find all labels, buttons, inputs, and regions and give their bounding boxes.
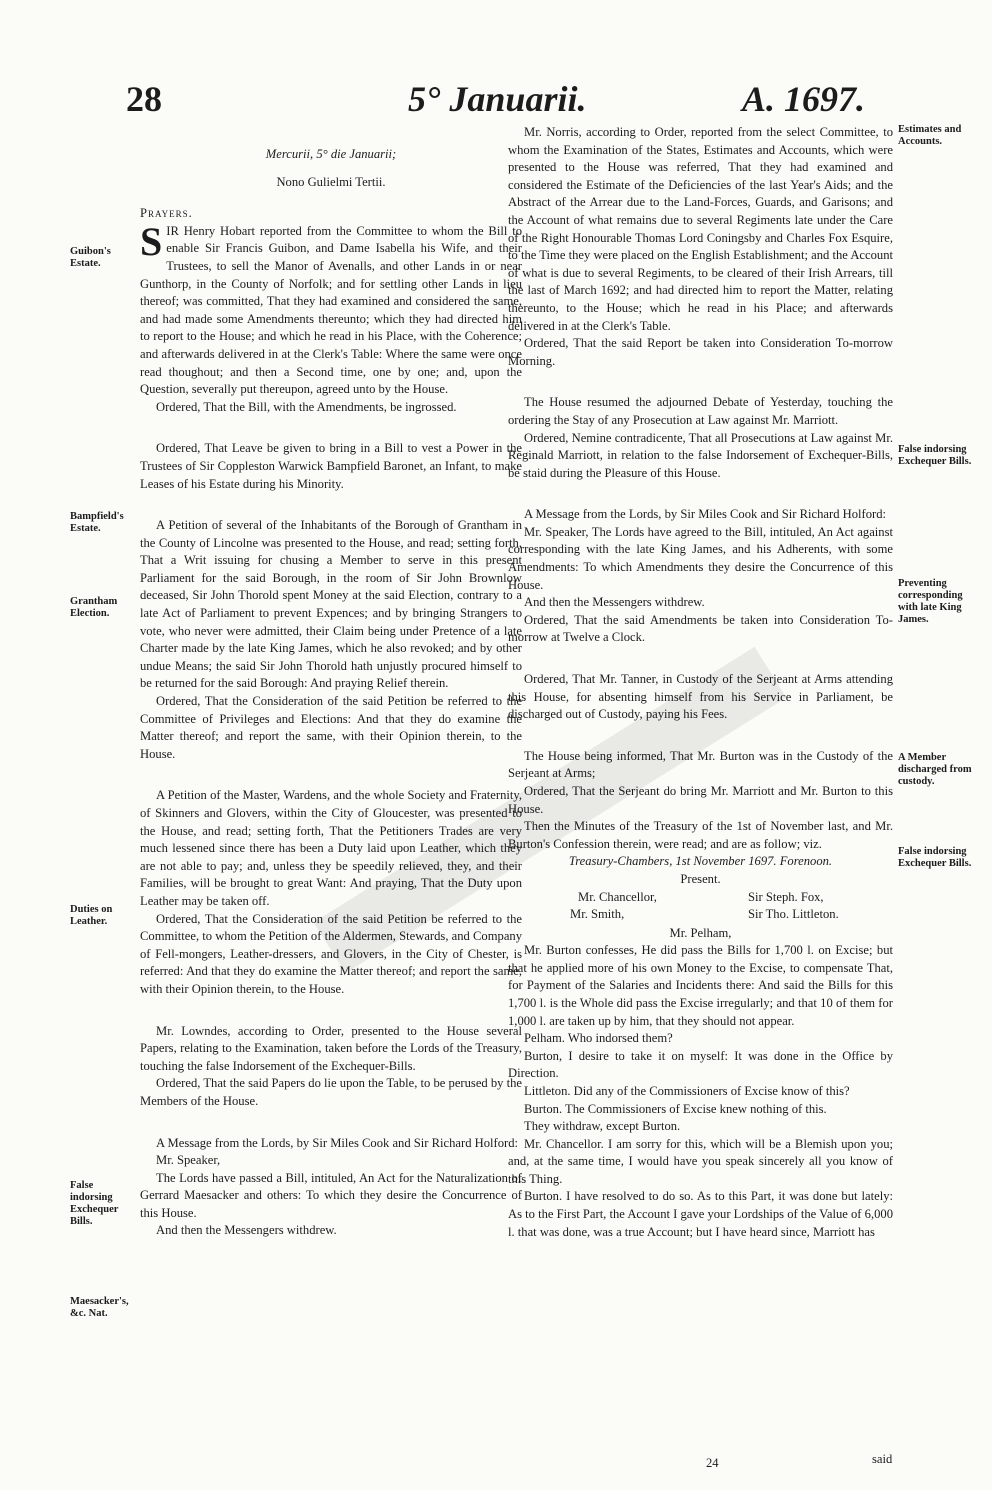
prayers-heading: Prayers. — [140, 206, 193, 221]
tanner-order: Ordered, That Mr. Tanner, in Custody of the Serjeant at Arms attending this House, for absenting himself from his Service in Parliament, be discharged out of Custody, paying his Fees. — [508, 672, 893, 722]
margin-note-false-indorsing-2: False indorsing Exchequer Bills. — [898, 444, 972, 467]
catchword: said — [872, 1452, 893, 1466]
margin-note-false-indorsing-3: False indorsing Exchequer Bills. — [898, 846, 972, 869]
margin-note-grantham: Grantham Election. — [70, 596, 118, 619]
bampfield-order: Ordered, That Leave be given to bring in a Bill to vest a Power in the Trustees of Sir Coppleston Warwick Bampfield Baronet, an Infant, to make Leases of his Estate during his Minority. — [140, 441, 522, 491]
present-fox: Sir Steph. Fox, — [748, 889, 824, 904]
maesacker-bill: The Lords have passed a Bill, intituled, An Act for the Naturalization of Gerrard Maesacker and others: To which they desire the Concurrence of this House. — [140, 1170, 522, 1220]
margin-note-false-indorsing-1: False indorsing Exchequer Bills. — [70, 1180, 119, 1227]
confession-6: They withdraw, except Burton. — [524, 1119, 681, 1134]
maesacker-message: A Message from the Lords, by Sir Miles Cook and Sir Richard Holford: — [156, 1135, 519, 1150]
james-speaker: Mr. Speaker, The Lords have agreed to the Bill, intituled, An Act against corresponding with the late King James, and his Adherents, with some Amendments: To which Amendments they desire the Concurrence of this House. — [508, 524, 893, 592]
present-chancellor: Mr. Chancellor, — [578, 889, 657, 904]
margin-note-bampfield: Bampfield's Estate. — [70, 511, 124, 534]
signature-mark: 24 — [706, 1456, 719, 1470]
margin-note-guibon: Guibon's Estate. — [70, 246, 111, 269]
confession-3: Burton, I desire to take it on myself: It was done in the Office by Direction. — [508, 1048, 893, 1081]
grantham-order: Ordered, That the Consideration of the said Petition be referred to the Committee of Privileges and Elections: And that they do examine the Matter thereof; and report the same, with their Opinion therein, to the House. — [140, 694, 522, 761]
present-list — [508, 889, 893, 925]
treasury-heading: Treasury-Chambers, 1st November 1697. Forenoon. — [568, 854, 833, 869]
page-number: 28 — [126, 79, 162, 119]
lowndes-papers: Mr. Lowndes, according to Order, presented to the House several Papers, relating to the Examination, taken before the Lords of the Treasury, touching the false Indorsement of the Exchequer-Bills. — [140, 1023, 522, 1073]
day-heading: Mercurii, 5° die Januarii; — [265, 147, 397, 161]
confession-8: Burton. I have resolved to do so. As to this Part, it was done but lately: As to the First Part, the Account I gave your Lordships of the Value of 6,000 l. that was done, was a true Account; but I have heard since, Marriott has — [508, 1189, 893, 1239]
drop-cap: S — [140, 218, 163, 264]
maesacker-speaker: Mr. Speaker, — [156, 1153, 221, 1168]
james-withdrew: And then the Messengers withdrew. — [524, 595, 705, 610]
burton-informed: The House being informed, That Mr. Burton was in the Custody of the Serjeant at Arms; — [508, 748, 893, 781]
maesacker-withdrew: And then the Messengers withdrew. — [156, 1223, 337, 1238]
confession-7: Mr. Chancellor. I am sorry for this, which will be a Blemish upon you; and, at the same time, I would have you speak sincerely all you know of this Thing. — [508, 1136, 893, 1186]
guibon-report: SIR Henry Hobart reported from the Committee to whom the Bill to enable Sir Francis Guibon, and Dame Isabella his Wife, and their Trustees, to sell the Manor of Avenalls, and other Lands in or near Gunthorp, in the County of Norfolk; and for settling other Lands in lieu thereof; was committed, That they had examined and considered the same, and had made some Amendments thereunto; which they had directed him to report to the House; and which he read in his Place, with the Coherence; and afterwards delivered in at the Clerk's Table: Where the same were once read thoughout; and then a Second time, one by one; and, upon the Question, severally put thereupon, agreed unto by the House. — [140, 218, 522, 397]
confession-1: Mr. Burton confesses, He did pass the Bills for 1,700 l. on Excise; but that he applied more of his own Money to the Excise, to compensate That, for Payment of the Salaries and Incidents there: And said the Bills for this 1,700 l. is the Whole did pass the Excise irregularly; and that 10 of them for 1,000 l. are taken up by him, that they should not appear. — [508, 943, 893, 1028]
lowndes-order: Ordered, That the said Papers do lie upon the Table, to be perused by the Members of the House. — [140, 1076, 522, 1108]
james-order: Ordered, That the said Amendments be taken into Consideration To-morrow at Twelve a Clock. — [508, 612, 893, 645]
margin-note-estimates: Estimates and Accounts. — [898, 124, 962, 147]
margin-note-maesacker: Maesacker's, &c. Nat. — [70, 1296, 129, 1319]
marriott-order: Ordered, Nemine contradicente, That all Prosecutions at Law against Mr. Reginald Marriott, in relation to the false Indorsement of Exchequer-Bills, be staid during the Pleasure of this House. — [508, 430, 893, 480]
present-heading: Present. — [680, 871, 721, 886]
page-year: A. 1697. — [742, 79, 866, 119]
margin-note-preventing: Preventing corresponding with late King James. — [898, 578, 963, 625]
left-column — [140, 124, 522, 1240]
margin-note-leather: Duties on Leather. — [70, 904, 113, 927]
james-message: A Message from the Lords, by Sir Miles Cook and Sir Richard Holford: — [524, 507, 887, 522]
present-littleton: Sir Tho. Littleton. — [748, 906, 839, 921]
leather-petition: A Petition of the Master, Wardens, and the whole Society and Fraternity, of Skinners and Glovers, within the City of Gloucester, was presented to the House, and read; setting forth, That the Petitioners Trades are very much lessened since there has been a Duty laid upon Leather, which they are not able to pay; and, unless they be speedily relieved, they, and their Families, will be brought to great Want: And praying, That the Duty upon Leather may be taken off. — [140, 788, 522, 908]
norris-report: Mr. Norris, according to Order, reported from the select Committee, to whom the Examination of the States, Estimates and Accounts, which were presented to the House was referred, That they had examined and considered the Estimate of the Deficiencies of the last Year's Aids; and the Abstract of the Arrear due to the Land-Forces, Guards, and Garisons; and the Account of what remains due to several Regiments late under the Care of the Right Honourable Thomas Lord Coningsby and Charles Fox Esquire, to the Time they were placed on the English Establishment; and the Account of what is due to several Regiments, to be cleared of their Irish Arrears, till the last of March 1692; and had directed him to report the Matter, relating thereunto, to the House; which he read in his Place; and afterwards delivered in at the Clerk's Table. — [508, 125, 893, 333]
present-pelham: Mr. Pelham, — [669, 925, 732, 940]
page-date-heading: 5° Januarii. — [408, 79, 587, 119]
marriott-debate: The House resumed the adjourned Debate of Yesterday, touching the ordering the Stay of any Prosecution at Law against Mr. Marriott. — [508, 395, 893, 427]
confession-4: Littleton. Did any of the Commissioners of Excise know of this? — [524, 1083, 850, 1098]
right-column — [508, 124, 893, 1241]
treasury-minutes-intro: Then the Minutes of the Treasury of the 1st of November last, and Mr. Burton's Confession therein, were read; and are as follow; viz. — [508, 819, 893, 851]
grantham-petition: A Petition of several of the Inhabitants of the Borough of Grantham in the County of Lincolne was presented to the House, and read; setting forth, That a Writ issuing for chusing a Member to serve in this present Parliament for the said Borough, in the room of Sir John Brownlow deceased, Sir John Thorold spent Money at the said Election, contrary to a late Act of Parliament to prevent Expences; and by bringing Strangers to vote, who never were admitted, their Claim being under Pretence of a late Charter made by the late King James, which he also revoked; and by other undue Means; the said Sir John Thorold hath unjustly procured himself to be returned for the said Borough: And praying Relief therein. — [140, 518, 522, 691]
burton-order: Ordered, That the Serjeant do bring Mr. Marriott and Mr. Burton to this House. — [508, 784, 893, 816]
margin-note-member-discharged: A Member discharged from custody. — [898, 752, 972, 787]
reign-heading: Nono Gulielmi Tertii. — [276, 174, 386, 189]
present-smith: Mr. Smith, — [570, 906, 625, 921]
confession-2: Pelham. Who indorsed them? — [524, 1031, 673, 1046]
confession-5: Burton. The Commissioners of Excise knew nothing of this. — [524, 1101, 827, 1116]
norris-order: Ordered, That the said Report be taken into Consideration To-morrow Morning. — [508, 336, 893, 368]
guibon-order: Ordered, That the Bill, with the Amendments, be ingrossed. — [156, 399, 457, 414]
leather-order: Ordered, That the Consideration of the said Petition be referred to the Committee, to whom the Petition of the Aldermen, Stewards, and Company of Fell-mongers, Leather-dressers, and Glovers, in the City of Chester, is referred: And that they do examine the Matter thereof; and report the same, with their Opinion therein, to the House. — [140, 911, 522, 996]
